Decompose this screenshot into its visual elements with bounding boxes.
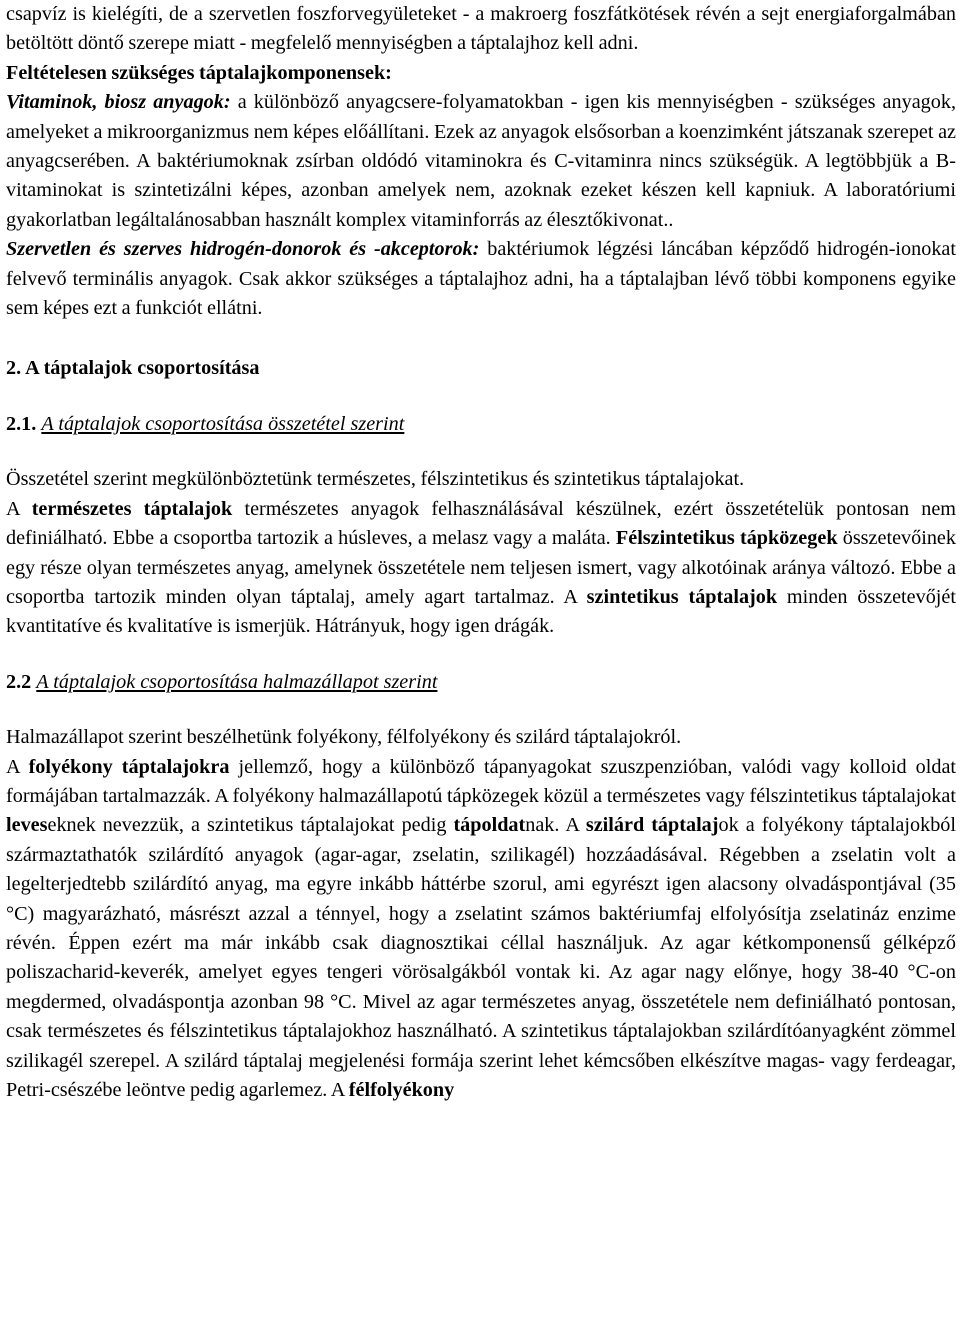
text-span: összetevőinek egy része olyan természetes anyag, amelynek összetétele nem teljesen ismert, vagy alkotóinak aránya változó. Ebbe a csoportba tartozik minden olyan táptalaj, amely agart tartalmaz. A — [6, 527, 956, 608]
conditional-components-heading: Feltételesen szükséges táptalajkomponensek: — [6, 61, 392, 84]
section-number-2-1: 2.1. — [6, 412, 37, 435]
hydrogen-donors-label: Szervetlen és szerves hidrogén-donorok és -akceptorok: — [6, 238, 480, 261]
paragraph-composition-intro: Összetétel szerint megkülönböztetünk természetes, félszintetikus és szintetikus táptalajokat. — [6, 468, 745, 491]
paragraph-state-intro: Halmazállapot szerint beszélhetünk folyékony, félfolyékony és szilárd táptalajokról. — [6, 726, 682, 749]
text-span: jellemző, hogy a különböző tápanyagokat szuszpenzióban, valódi vagy kolloid oldat formájában tartalmazzák. A folyékony halmazállapotú tápközegek közül a természetes vagy félszintetikus táptalajokat — [6, 755, 957, 807]
paragraph-conditional-heading — [6, 59, 956, 88]
text-span: A — [6, 755, 29, 778]
text-span: természetes anyagok felhasználásával készülnek, ezért összetételük pontosan nem definiálható. Ebbe a csoportba tartozik a húsleves, a melasz vagy a maláta. — [6, 497, 957, 550]
text-span: nak. A — [525, 814, 586, 837]
term-solid-media: szilárd táptalaj — [585, 814, 719, 837]
paragraph-phosphorus: csapvíz is kielégíti, de a szervetlen foszforvegyületeket - a makroerg foszfátkötések révén a sejt energiaforgalmában betöltött döntő szerepe miatt - megfelelő mennyiségben a táptalajhoz kell adni. — [6, 3, 956, 55]
section-title-2-1: A táptalajok csoportosítása összetétel szerint — [41, 412, 405, 435]
paragraph-composition-types — [6, 495, 956, 642]
section-title-2-2: A táptalajok csoportosítása halmazállapot szerint — [36, 670, 438, 693]
term-nutrient-solution: tápoldat — [453, 814, 526, 837]
term-semisynthetic-media: Félszintetikus tápközegek — [615, 527, 838, 550]
text-span: eknek nevezzük, a szintetikus táptalajokat pedig — [47, 814, 454, 837]
section-heading-2-1 — [6, 410, 956, 439]
term-liquid-media: folyékony táptalajokra — [28, 755, 230, 778]
hydrogen-donors-text: baktériumok légzési láncában képződő hidrogén-ionokat felvevő terminális anyagok. Csak akkor szükséges a táptalajhoz adni, ha a táptalajban lévő többi komponens egyike sem képes ezt a funkciót ellátni. — [6, 238, 956, 320]
section-heading-2-2 — [6, 668, 956, 697]
section-heading-2: 2. A táptalajok csoportosítása — [6, 357, 260, 380]
vitamins-label: Vitaminok, biosz anyagok: — [6, 91, 231, 114]
paragraph-vitamins — [6, 88, 956, 235]
paragraph-state-types — [6, 753, 956, 1106]
section-number-2-2: 2.2 — [6, 670, 32, 693]
text-span: A — [6, 497, 32, 520]
vitamins-text: a különböző anyagcsere-folyamatokban - igen kis mennyiségben - szükséges anyagok, amelyeket a mikroorganizmus nem képes előállítani. Ezek az anyagok elsősorban a koenzimként játszanak szerepet az anyagcserében. A baktériumoknak zsírban oldódó vitaminokra és C-vitaminra nincs szükségük. A legtöbbjük a B-vitaminokat is szintetizálni képes, azonban amelyek nem, azoknak ezeket készen kell kapniuk. A laboratóriumi gyakorlatban legáltalánosabban használt komplex vitaminforrás az élesztőkivonat.. — [6, 91, 956, 231]
term-semisolid: félfolyékony — [348, 1079, 455, 1101]
term-broth: leves — [6, 814, 48, 837]
text-span: minden összetevőjét kvantitatíve és kvalitatíve is ismerjük. Hátrányuk, hogy igen drágák. — [6, 585, 956, 638]
paragraph-hydrogen-donors — [6, 235, 956, 323]
term-natural-media: természetes táptalajok — [31, 497, 233, 520]
term-synthetic-media: szintetikus táptalajok — [586, 585, 778, 608]
text-span: ok a folyékony táptalajokból származtathatók szilárdító anyagok (agar-agar, zselatin, szilikagél) hozzáadásával. Régebben a zselatin volt a legelterjedtebb szilárdító anyag, ma egyre inkább háttérbe szorul, ami egyrészt igen alacsony olvadáspontjával (35 °C) magyarázható, másrészt azzal a ténnyel, hogy a zselatint számos baktériumfaj elfolyósítja zselatináz enzime révén. Éppen ezért ma már inkább csak diagnosztikai céllal használjuk. Az agar kétkomponensű gélképző poliszacharid-keverék, amelyet egyes tengeri vörösalgákból vontak ki. Az agar nagy előnye, hogy 38-40 °C-on megdermed, olvadáspontja azonban 98 °C. Mivel az agar természetes anyag, összetétele nem definiálható pontosan, csak természetes és félszintetikus táptalajokhoz használható. A szintetikus táptalajokban szilárdítóanyagként zömmel szilikagél szerepel. A szilárd táptalaj megjelenési formája szerint lehet kémcsőben elkészítve magas- vagy ferdeagar, Petri-csészébe leöntve pedig agarlemez. A — [6, 814, 956, 1101]
